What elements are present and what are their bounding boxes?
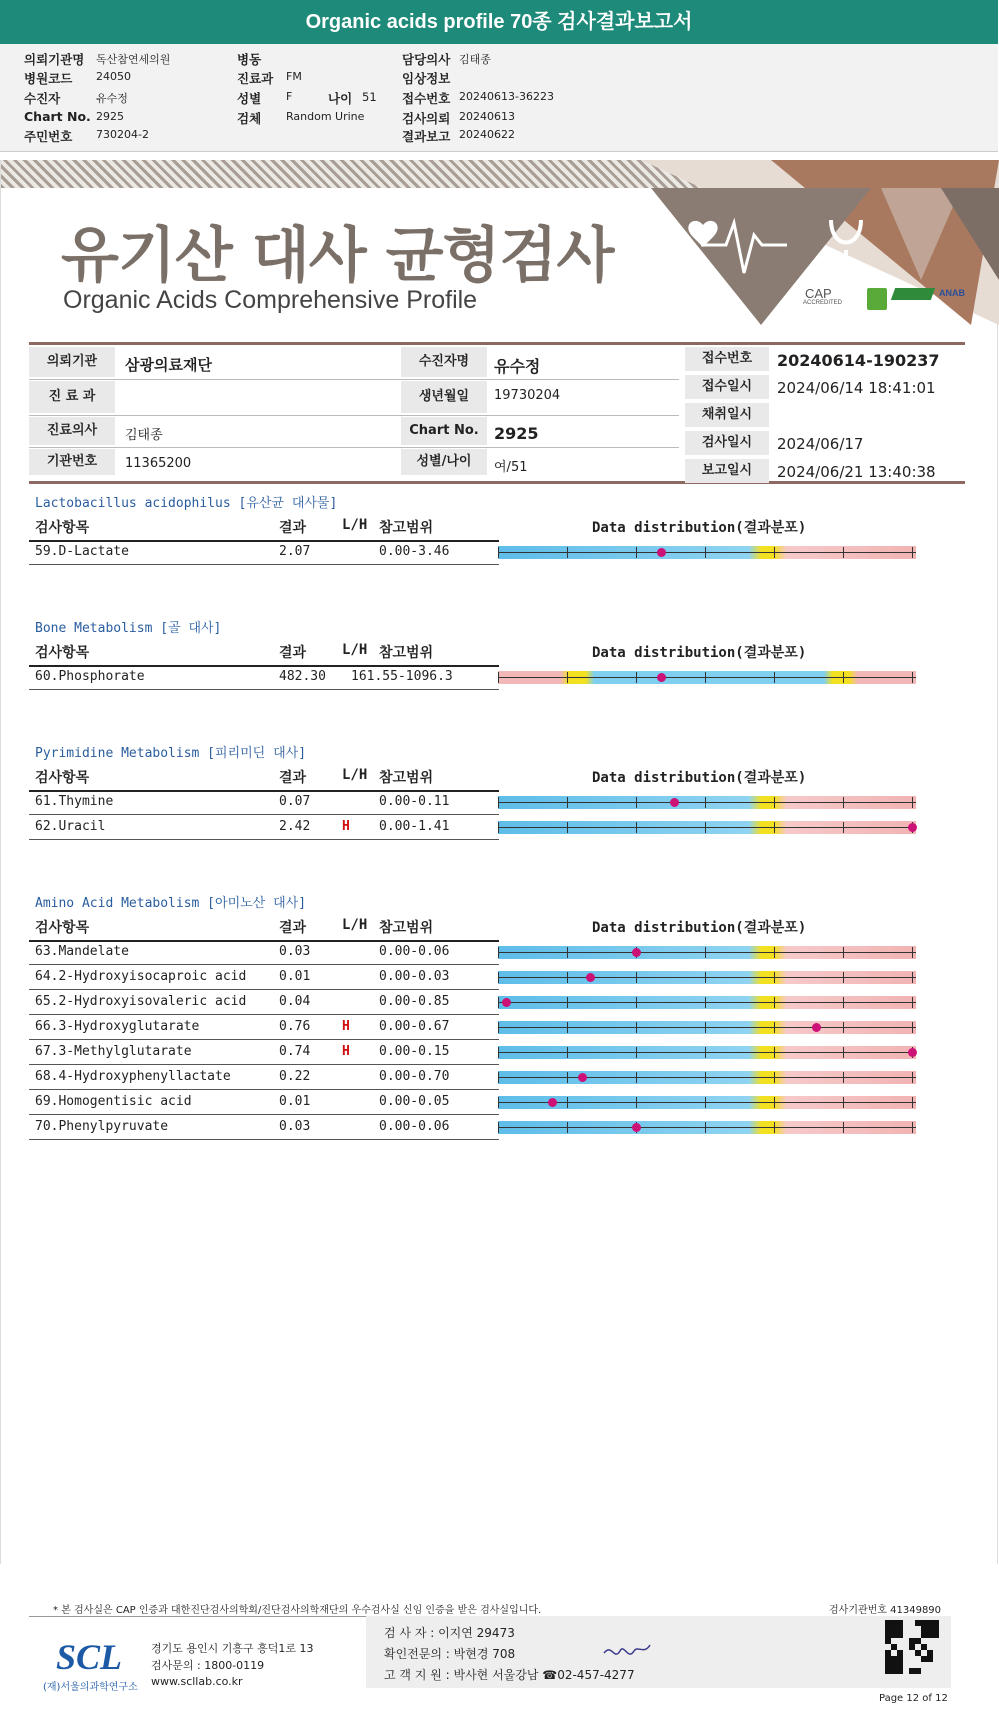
distribution-bar: [498, 1046, 916, 1059]
column-header-ref: 참고범위: [379, 920, 434, 936]
column-header-item: 검사항목: [35, 920, 90, 936]
axis-tick: [498, 672, 499, 683]
page-number: Page 12 of 12: [879, 1693, 948, 1704]
report-page: [0, 160, 998, 1704]
row-rule: [29, 839, 499, 840]
result-result: 0.01: [279, 1094, 311, 1109]
axis-tick: [774, 1022, 775, 1033]
axis-tick: [774, 1097, 775, 1108]
axis-tick: [843, 547, 844, 558]
axis-tick: [774, 997, 775, 1008]
patient-header: [0, 44, 998, 152]
axis-tick: [705, 1047, 706, 1058]
info-label: 성별/나이: [401, 449, 487, 475]
report-banner: Organic acids profile 70종 검사결과보고서: [0, 0, 998, 44]
result-result: 0.07: [279, 794, 311, 809]
result-ref: 0.00-0.85: [379, 994, 450, 1009]
header-rule: [29, 940, 499, 942]
inquiry-phone: 검사문의 : 1800-0119: [151, 1659, 265, 1672]
info-label: 기관번호: [29, 449, 115, 475]
column-header-lh: L/H: [342, 767, 368, 783]
axis-tick: [498, 547, 499, 558]
result-name: 63.Mandelate: [35, 944, 129, 959]
kola-logo: [891, 288, 935, 300]
column-header-result: 결과: [279, 770, 307, 786]
distribution-bar: [498, 946, 916, 959]
axis-tick: [774, 672, 775, 683]
axis-tick: [774, 1122, 775, 1133]
axis-tick: [498, 947, 499, 958]
axis-tick: [705, 997, 706, 1008]
axis-tick: [705, 972, 706, 983]
axis-tick: [843, 972, 844, 983]
report-footer: [1, 1590, 999, 1724]
info-label: 수진자명: [401, 347, 487, 377]
header-label: Chart No.: [24, 109, 91, 124]
distribution-bar: [498, 1121, 916, 1134]
column-header-result: 결과: [279, 520, 307, 536]
row-divider: [29, 415, 679, 416]
info-value: 유수정: [494, 357, 541, 376]
axis-tick: [912, 672, 913, 683]
axis-tick: [912, 1022, 913, 1033]
result-ref: 0.00-0.06: [379, 1119, 450, 1134]
header-label: 주민번호: [24, 129, 73, 144]
axis-tick: [636, 672, 637, 683]
header-value: 20240613-36223: [459, 90, 554, 103]
axis-tick: [705, 1122, 706, 1133]
info-value: 여/51: [494, 460, 528, 475]
section-title: Lactobacillus acidophilus [유산균 대사물]: [35, 496, 338, 511]
axis-tick: [912, 1122, 913, 1133]
header-value: 유수정: [96, 92, 128, 105]
axis-tick: [636, 797, 637, 808]
column-header-item: 검사항목: [35, 520, 90, 536]
axis-tick: [912, 972, 913, 983]
axis-tick: [843, 1022, 844, 1033]
info-label: 진 료 과: [29, 381, 115, 413]
axis-tick: [843, 1047, 844, 1058]
result-name: 67.3-Methylglutarate: [35, 1044, 192, 1059]
info-label: 접수번호: [685, 347, 769, 371]
distribution-bar: [498, 996, 916, 1009]
axis-tick: [567, 1097, 568, 1108]
column-header-result: 결과: [279, 645, 307, 661]
axis-tick: [636, 1072, 637, 1083]
website[interactable]: www.scllab.co.kr: [151, 1675, 243, 1688]
axis-tick: [843, 947, 844, 958]
axis-tick: [636, 1022, 637, 1033]
result-name: 59.D-Lactate: [35, 544, 129, 559]
result-name: 65.2-Hydroxyisovaleric acid: [35, 994, 247, 1009]
result-marker: [632, 948, 641, 957]
cap-logo-sub: ACCREDITED: [803, 300, 843, 306]
result-name: 68.4-Hydroxyphenyllactate: [35, 1069, 231, 1084]
axis-tick: [705, 547, 706, 558]
header-label: 병동: [237, 52, 262, 67]
row-rule: [29, 1114, 499, 1115]
header-label: 검사의뢰: [402, 111, 451, 126]
info-label: 접수일시: [685, 375, 769, 399]
result-marker: [657, 548, 666, 557]
result-name: 64.2-Hydroxyisocaproic acid: [35, 969, 247, 984]
lab-number: 검사기관번호 41349890: [829, 1605, 942, 1616]
result-result: 0.22: [279, 1069, 311, 1084]
axis-tick: [774, 1047, 775, 1058]
distribution-bar: [498, 971, 916, 984]
info-label: Chart No.: [401, 417, 487, 445]
signature: [601, 1638, 653, 1664]
result-flag: H: [342, 1019, 350, 1034]
header-value: 20240613: [459, 110, 515, 123]
info-value: 11365200: [125, 456, 192, 471]
report-title-korean: 유기산 대사 균형검사: [61, 221, 614, 291]
axis-tick: [498, 822, 499, 833]
axis-tick: [705, 1022, 706, 1033]
result-marker: [812, 1023, 821, 1032]
section-title: Pyrimidine Metabolism [피리미딘 대사]: [35, 746, 307, 761]
axis-tick: [843, 672, 844, 683]
info-label: 보고일시: [685, 459, 769, 483]
column-header-dist: Data distribution(결과분포): [592, 770, 807, 786]
header-label: 진료과: [237, 71, 274, 86]
result-marker: [578, 1073, 587, 1082]
result-ref: 161.55-1096.3: [351, 669, 453, 684]
result-result: 0.76: [279, 1019, 311, 1034]
column-header-lh: L/H: [342, 517, 368, 533]
result-result: 2.42: [279, 819, 311, 834]
column-header-lh: L/H: [342, 917, 368, 933]
axis-tick: [498, 1072, 499, 1083]
column-header-result: 결과: [279, 920, 307, 936]
result-marker: [908, 1048, 917, 1057]
result-marker: [586, 973, 595, 982]
row-rule: [29, 964, 499, 965]
result-flag: H: [342, 1044, 350, 1059]
result-ref: 0.00-0.05: [379, 1094, 450, 1109]
result-result: 0.01: [279, 969, 311, 984]
axis-tick: [705, 947, 706, 958]
info-value: 2024/06/14 18:41:01: [777, 379, 936, 397]
distribution-bar: [498, 1096, 916, 1109]
age-value: 51: [362, 90, 377, 104]
scl-logo: SCL: [56, 1637, 123, 1677]
axis-tick: [498, 1122, 499, 1133]
result-marker: [657, 673, 666, 682]
axis-tick: [636, 997, 637, 1008]
age-label: 나이: [328, 91, 353, 106]
result-name: 66.3-Hydroxyglutarate: [35, 1019, 200, 1034]
row-rule: [29, 689, 499, 690]
result-marker: [632, 1123, 641, 1132]
info-label: 생년월일: [401, 381, 487, 413]
axis-tick: [498, 997, 499, 1008]
row-rule: [29, 814, 499, 815]
result-marker: [670, 798, 679, 807]
qr-code-icon: [885, 1620, 939, 1674]
info-value: 2925: [494, 424, 539, 443]
result-flag: H: [342, 819, 350, 834]
info-value: 2024/06/17: [777, 435, 864, 453]
result-ref: 0.00-0.06: [379, 944, 450, 959]
row-rule: [29, 1064, 499, 1065]
header-rule: [29, 790, 499, 792]
info-value: 2024/06/21 13:40:38: [777, 463, 936, 481]
axis-tick: [705, 1072, 706, 1083]
axis-tick: [705, 1097, 706, 1108]
axis-tick: [498, 1047, 499, 1058]
result-result: 2.07: [279, 544, 311, 559]
row-rule: [29, 1039, 499, 1040]
result-ref: 0.00-1.41: [379, 819, 450, 834]
axis-tick: [912, 997, 913, 1008]
row-rule: [29, 1139, 499, 1140]
patient-info-table: [29, 342, 965, 484]
result-name: 62.Uracil: [35, 819, 106, 834]
lm-logo: [867, 288, 887, 310]
axis-tick: [636, 1097, 637, 1108]
tester: 검 사 자 : 이지연 29473: [384, 1626, 515, 1640]
header-value: Random Urine: [286, 110, 365, 123]
axis-tick: [843, 1072, 844, 1083]
axis-tick: [843, 797, 844, 808]
header-rule: [29, 540, 499, 542]
result-result: 0.04: [279, 994, 311, 1009]
result-result: 482.30: [279, 669, 326, 684]
header-value: FM: [286, 70, 302, 83]
result-name: 70.Phenylpyruvate: [35, 1119, 169, 1134]
axis-tick: [705, 672, 706, 683]
axis-tick: [567, 547, 568, 558]
column-header-item: 검사항목: [35, 645, 90, 661]
axis-tick: [912, 797, 913, 808]
row-rule: [29, 564, 499, 565]
distribution-bar: [498, 1021, 916, 1034]
axis-tick: [774, 972, 775, 983]
axis-tick: [774, 947, 775, 958]
column-header-ref: 참고범위: [379, 770, 434, 786]
header-label: 성별: [237, 91, 262, 106]
header-label: 검체: [237, 111, 262, 126]
header-label: 수진자: [24, 91, 61, 106]
header-value: 24050: [96, 70, 131, 83]
header-label: 결과보고: [402, 129, 451, 144]
result-result: 0.74: [279, 1044, 311, 1059]
info-value: 19730204: [494, 388, 561, 403]
axis-tick: [567, 822, 568, 833]
axis-tick: [912, 1097, 913, 1108]
distribution-bar: [498, 796, 916, 809]
column-header-ref: 참고범위: [379, 645, 434, 661]
axis-tick: [498, 972, 499, 983]
axis-tick: [912, 947, 913, 958]
row-divider: [29, 379, 679, 380]
header-label: 병원코드: [24, 71, 73, 86]
result-marker: [908, 823, 917, 832]
distribution-bar: [498, 821, 916, 834]
info-label: 진료의사: [29, 417, 115, 445]
result-result: 0.03: [279, 944, 311, 959]
header-value: 2925: [96, 110, 124, 123]
org-name: (재)서울의과학연구소: [43, 1682, 138, 1693]
axis-tick: [567, 972, 568, 983]
row-divider: [29, 447, 679, 448]
header-label: 접수번호: [402, 91, 451, 106]
axis-tick: [843, 997, 844, 1008]
info-label: 의뢰기관: [29, 347, 115, 377]
result-ref: 0.00-3.46: [379, 544, 450, 559]
header-rule: [29, 665, 499, 667]
info-label: 검사일시: [685, 431, 769, 455]
axis-tick: [636, 1047, 637, 1058]
column-header-dist: Data distribution(결과분포): [592, 520, 807, 536]
section-title: Bone Metabolism [골 대사]: [35, 621, 222, 636]
axis-tick: [636, 822, 637, 833]
customer-support: 고 객 지 원 : 박사현 서울강남 ☎02-457-4277: [384, 1668, 635, 1682]
axis-tick: [567, 947, 568, 958]
row-rule: [29, 1089, 499, 1090]
axis-tick: [843, 822, 844, 833]
anab-logo: ANAB: [939, 288, 965, 298]
header-label: 담당의사: [402, 52, 451, 67]
result-name: 61.Thymine: [35, 794, 114, 809]
axis-tick: [567, 997, 568, 1008]
axis-tick: [567, 797, 568, 808]
axis-tick: [636, 547, 637, 558]
result-ref: 0.00-0.11: [379, 794, 450, 809]
axis-tick: [705, 797, 706, 808]
header-value: 730204-2: [96, 128, 149, 141]
axis-tick: [567, 1022, 568, 1033]
info-label: 채취일시: [685, 403, 769, 427]
axis-tick: [498, 797, 499, 808]
column-header-ref: 참고범위: [379, 520, 434, 536]
header-label: 의뢰기관명: [24, 52, 85, 67]
header-label: 임상정보: [402, 71, 451, 86]
distribution-bar: [498, 1071, 916, 1084]
info-value: 삼광의료재단: [125, 356, 212, 374]
axis-tick: [912, 1072, 913, 1083]
header-value: 20240622: [459, 128, 515, 141]
axis-tick: [705, 822, 706, 833]
axis-tick: [567, 1122, 568, 1133]
result-result: 0.03: [279, 1119, 311, 1134]
distribution-bar: [498, 671, 916, 684]
address: 경기도 용인시 기흥구 흥덕1로 13: [151, 1642, 314, 1655]
axis-tick: [567, 1047, 568, 1058]
axis-tick: [843, 1097, 844, 1108]
result-name: 69.Homogentisic acid: [35, 1094, 192, 1109]
header-value: 독산참연세의원: [96, 53, 171, 66]
column-header-dist: Data distribution(결과분포): [592, 645, 807, 661]
column-header-item: 검사항목: [35, 770, 90, 786]
row-rule: [29, 1014, 499, 1015]
axis-tick: [567, 1072, 568, 1083]
result-name: 60.Phosphorate: [35, 669, 145, 684]
axis-tick: [636, 972, 637, 983]
axis-tick: [774, 822, 775, 833]
axis-tick: [912, 547, 913, 558]
certification-note: * 본 검사실은 CAP 인증과 대한진단검사의학회/진단검사의학재단의 우수검사실 신임 인증을 받은 검사실입니다.: [53, 1605, 542, 1616]
axis-tick: [774, 797, 775, 808]
info-value: 김태종: [125, 428, 163, 443]
column-header-lh: L/H: [342, 642, 368, 658]
section-title: Amino Acid Metabolism [아미노산 대사]: [35, 896, 307, 911]
header-value: 김태종: [459, 53, 491, 66]
axis-tick: [498, 1022, 499, 1033]
axis-tick: [774, 1072, 775, 1083]
cap-logo: CAP: [805, 286, 832, 301]
row-rule: [29, 989, 499, 990]
confirming-doctor: 확인전문의 : 박현경 708: [384, 1647, 516, 1661]
result-ref: 0.00-0.67: [379, 1019, 450, 1034]
report-title-english: Organic Acids Comprehensive Profile: [63, 286, 478, 314]
info-value: 20240614-190237: [777, 351, 940, 370]
result-ref: 0.00-0.03: [379, 969, 450, 984]
axis-tick: [774, 547, 775, 558]
result-ref: 0.00-0.15: [379, 1044, 450, 1059]
distribution-bar: [498, 546, 916, 559]
axis-tick: [567, 672, 568, 683]
result-ref: 0.00-0.70: [379, 1069, 450, 1084]
axis-tick: [843, 1122, 844, 1133]
axis-tick: [498, 1097, 499, 1108]
header-value: F: [286, 90, 293, 103]
column-header-dist: Data distribution(결과분포): [592, 920, 807, 936]
